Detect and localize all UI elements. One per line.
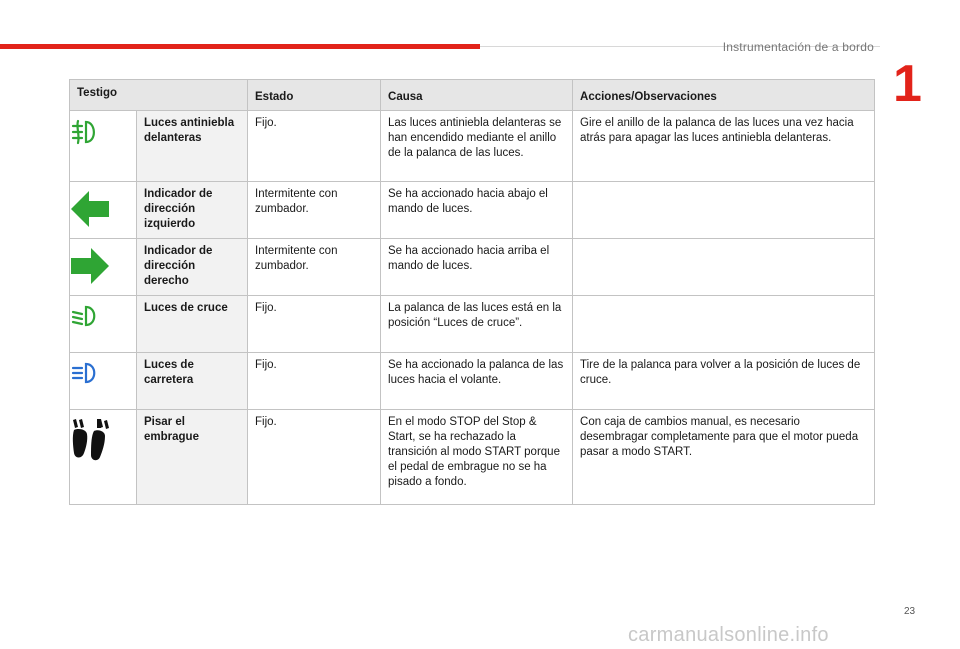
column-header-estado: Estado xyxy=(248,80,381,111)
causa-cell: Se ha accionado la palanca de las luces hacia el volante. xyxy=(381,353,573,410)
page-number: 23 xyxy=(904,606,916,617)
table-row xyxy=(70,410,875,505)
icon-cell xyxy=(70,239,137,296)
warning-light-name: Pisar el embrague xyxy=(137,410,248,505)
warning-light-name: Indicador de dirección izquierdo xyxy=(137,182,248,239)
clutch-foot-icon xyxy=(70,418,110,467)
warning-light-name: Luces de carretera xyxy=(137,353,248,410)
estado-cell: Fijo. xyxy=(248,353,381,410)
estado-cell: Fijo. xyxy=(248,111,381,182)
section-title: Instrumentación de a bordo xyxy=(722,40,874,54)
causa-cell: Se ha accionado hacia abajo el mando de luces. xyxy=(381,182,573,239)
causa-cell: La palanca de las luces está en la posición “Luces de cruce”. xyxy=(381,296,573,353)
header-accent-bar xyxy=(0,44,480,49)
table-row xyxy=(70,182,875,239)
warning-light-name: Luces antiniebla delanteras xyxy=(137,111,248,182)
estado-cell: Intermitente con zumbador. xyxy=(248,239,381,296)
icon-cell xyxy=(70,111,137,182)
chapter-number: 1 xyxy=(893,55,922,113)
acciones-cell: Con caja de cambios manual, es necesario desembragar completamente para que el motor pueda pasar a modo START. xyxy=(573,410,875,505)
estado-cell: Intermitente con zumbador. xyxy=(248,182,381,239)
warning-light-name: Indicador de dirección derecho xyxy=(137,239,248,296)
table-row xyxy=(70,296,875,353)
turn-right-arrow-icon xyxy=(70,247,110,290)
high-beam-icon xyxy=(70,361,100,390)
estado-cell: Fijo. xyxy=(248,296,381,353)
column-header-acciones: Acciones/Observaciones xyxy=(573,80,875,111)
icon-cell xyxy=(70,410,137,505)
icon-cell xyxy=(70,353,137,410)
warning-lights-table xyxy=(69,79,875,505)
table-header-row xyxy=(70,80,875,111)
column-header-testigo: Testigo xyxy=(70,80,248,111)
acciones-cell: Gire el anillo de la palanca de las luces una vez hacia atrás para apagar las luces antiniebla delanteras. xyxy=(573,111,875,182)
low-beam-icon xyxy=(70,304,100,333)
warning-light-name: Luces de cruce xyxy=(137,296,248,353)
turn-left-arrow-icon xyxy=(70,190,110,233)
acciones-cell xyxy=(573,296,875,353)
table-row xyxy=(70,353,875,410)
acciones-cell xyxy=(573,239,875,296)
front-fog-light-icon xyxy=(70,119,100,150)
column-header-causa: Causa xyxy=(381,80,573,111)
estado-cell: Fijo. xyxy=(248,410,381,505)
table-row xyxy=(70,111,875,182)
icon-cell xyxy=(70,296,137,353)
table-row xyxy=(70,239,875,296)
acciones-cell: Tire de la palanca para volver a la posición de luces de cruce. xyxy=(573,353,875,410)
causa-cell: Se ha accionado hacia arriba el mando de luces. xyxy=(381,239,573,296)
acciones-cell xyxy=(573,182,875,239)
causa-cell: Las luces antiniebla delanteras se han encendido mediante el anillo de la palanca de las luces. xyxy=(381,111,573,182)
icon-cell xyxy=(70,182,137,239)
watermark: carmanualsonline.info xyxy=(628,624,829,646)
causa-cell: En el modo STOP del Stop & Start, se ha rechazado la transición al modo START porque el pedal de embrague no se ha pisado a fondo. xyxy=(381,410,573,505)
